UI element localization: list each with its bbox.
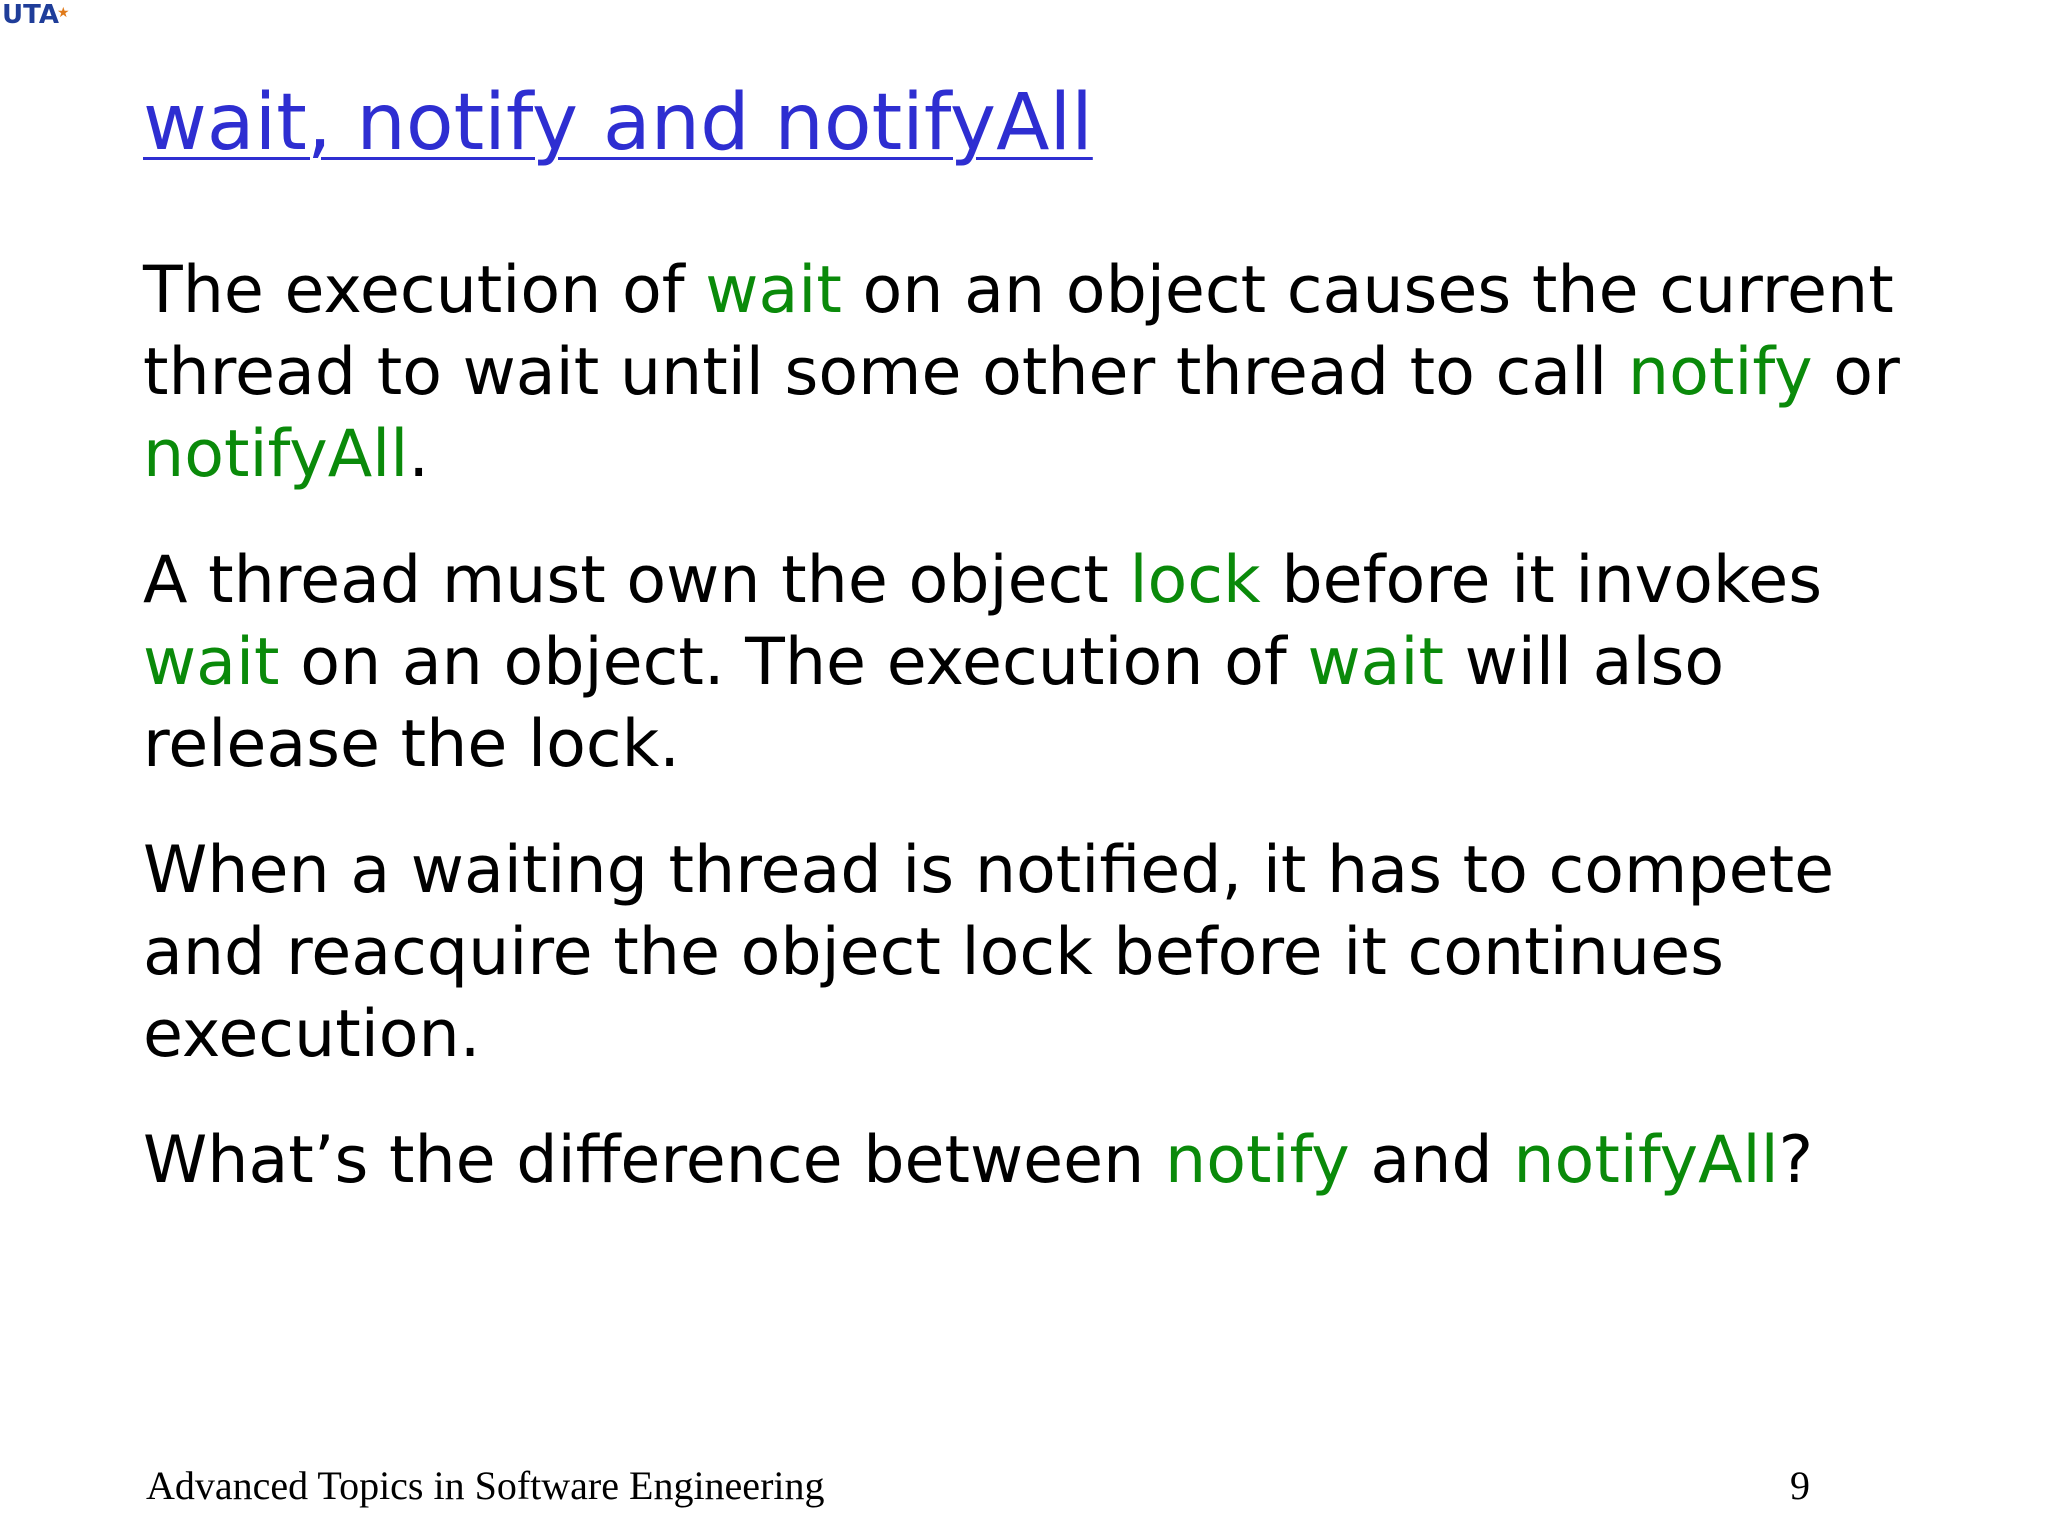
paragraph-text: ? <box>1778 1123 1814 1198</box>
keyword-highlight: notifyAll <box>1513 1123 1779 1198</box>
keyword-highlight: notify <box>1627 335 1813 410</box>
uta-logo <box>2 2 70 28</box>
paragraph-text: on an object. The execution of <box>279 625 1308 700</box>
paragraph-2 <box>143 540 1943 786</box>
keyword-highlight: wait <box>705 253 842 328</box>
paragraph-text: The execution of <box>143 253 706 328</box>
slide-title: wait, notify and notifyAll <box>143 78 1093 168</box>
paragraph-text: When a waiting thread is notified, it has to compete and reacquire the object lock before it continues execution. <box>143 833 1835 1072</box>
star-icon: ★ <box>56 5 70 21</box>
footer-page-number: 9 <box>1790 1463 1810 1508</box>
slide-body <box>143 250 1943 1246</box>
keyword-highlight: notify <box>1165 1123 1350 1198</box>
paragraph-text: and <box>1349 1123 1514 1198</box>
paragraph-1 <box>143 250 1943 496</box>
paragraph-4 <box>143 1120 1943 1202</box>
footer-course-title: Advanced Topics in Software Engineering <box>146 1463 825 1508</box>
paragraph-text: or <box>1812 335 1900 410</box>
paragraph-text: What’s the difference between <box>143 1123 1166 1198</box>
keyword-highlight: lock <box>1129 543 1261 618</box>
paragraph-text: A thread must own the object <box>143 543 1130 618</box>
keyword-highlight: notifyAll <box>143 417 409 492</box>
paragraph-text: before it invokes <box>1260 543 1823 618</box>
logo-text: UTA <box>2 0 59 30</box>
paragraph-text: on an object causes the current thread to wait until some other thread to call <box>143 253 1894 410</box>
keyword-highlight: wait <box>1307 625 1444 700</box>
paragraph-text: will also release the lock. <box>143 625 1725 782</box>
keyword-highlight: wait <box>143 625 280 700</box>
paragraph-text: . <box>408 417 429 492</box>
paragraph-3 <box>143 830 1943 1076</box>
